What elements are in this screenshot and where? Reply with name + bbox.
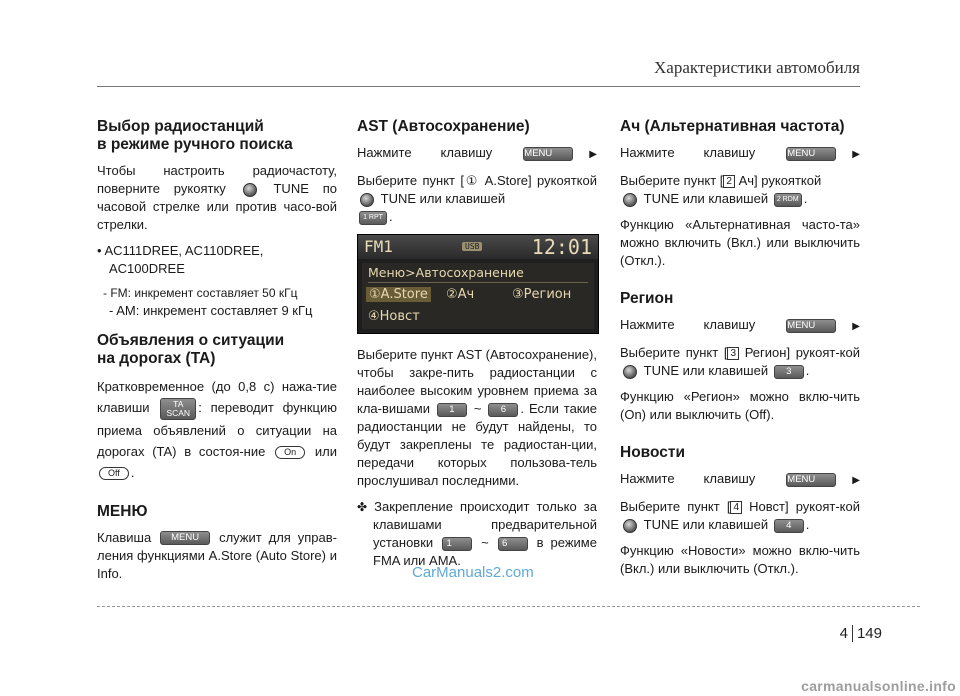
af-select: Выберите пункт [ 2 Ач] рукояткой TUNE или клавишей 2 RDM . — [620, 173, 822, 206]
on-button[interactable]: On — [275, 446, 305, 459]
item-4-icon: 4 — [730, 501, 742, 514]
header-title: Характеристики автомобиля — [654, 58, 860, 77]
ast-press: Нажмите клавишу MENU ▶ — [357, 144, 597, 164]
am-step: - AM: инкремент составляет 9 кГц — [109, 303, 313, 318]
display-status-bar — [358, 235, 598, 259]
page-number: 4 149 — [839, 625, 882, 642]
region-press: Нажмите клавишу MENU ▶ — [620, 316, 860, 336]
display-option-astore[interactable]: ①A.Store — [366, 287, 431, 302]
radio-display — [357, 234, 599, 334]
heading-ta: Объявления о ситуации на дорогах (TA) — [97, 332, 285, 367]
ast-select: Выберите пункт [① A.Store] рукояткой TUNE или клавишей 1 RPT . — [357, 173, 597, 224]
tune-knob-icon — [243, 183, 257, 197]
tune-knob-icon — [360, 193, 374, 207]
menu-button[interactable]: MENU — [160, 531, 210, 545]
heading-ast: AST (Автосохранение) — [357, 118, 530, 135]
ta-scan-button[interactable]: TA SCAN — [160, 398, 196, 420]
note-icon: ✤ — [357, 500, 368, 514]
arrow-right-icon: ▶ — [852, 475, 860, 486]
arrow-right-icon: ▶ — [852, 321, 860, 332]
column-2 — [357, 118, 597, 578]
heading-region: Регион — [620, 290, 674, 307]
arrow-right-icon: ▶ — [589, 149, 597, 160]
menu-button[interactable]: MENU — [786, 319, 836, 333]
off-button[interactable]: Off — [99, 467, 129, 480]
tune-knob-icon — [623, 519, 637, 533]
display-clock: 12:01 — [531, 235, 592, 259]
heading-news: Новости — [620, 444, 685, 461]
region-description: Функцию «Регион» можно вклю-чить (On) или выключить (Off). — [620, 389, 860, 422]
tune-knob-icon — [623, 365, 637, 379]
arrow-right-icon: ▶ — [852, 149, 860, 160]
preset-1-button[interactable]: 1 — [442, 537, 472, 551]
fm-step: - FM: инкремент составляет 50 кГц — [103, 286, 298, 300]
preset-6-button[interactable]: 6 — [488, 403, 518, 417]
display-band: FM1 — [364, 237, 393, 256]
af-press: Нажмите клавишу MENU ▶ — [620, 144, 860, 164]
heading-af: Ач (Альтернативная частота) — [620, 118, 845, 135]
bottom-divider — [97, 606, 920, 607]
news-select: Выберите пункт [ 4 Новст] рукоят-кой TUNE или клавишей 4 . — [620, 499, 860, 532]
paragraph-tune: Чтобы настроить радиочастоту, поверните рукоятку TUNE по часовой стрелке или против часо-вой стрелки. — [97, 163, 337, 232]
heading-menu: МЕНЮ — [97, 502, 148, 520]
ast-note: ✤ Закрепление происходит только за клавишами предварительной установки 1 ~ 6 в режиме FMA или AMA. — [357, 499, 597, 568]
preset-1-button[interactable]: 1 — [437, 403, 467, 417]
menu-button[interactable]: MENU — [523, 147, 573, 161]
footer-watermark[interactable]: carmanualsonline.info — [801, 678, 956, 694]
menu-button[interactable]: MENU — [786, 473, 836, 487]
column-3 — [620, 118, 860, 586]
display-usb-badge: USB — [462, 242, 482, 251]
display-menu — [362, 263, 594, 329]
preset-4-button[interactable]: 4 — [774, 519, 804, 533]
tune-knob-icon — [623, 193, 637, 207]
paragraph-menu: Клавиша MENU служит для управ-ления функциями A.Store (Auto Store) и Info. — [97, 529, 337, 581]
watermark-link[interactable]: CarManuals2.com — [412, 564, 534, 581]
heading-manual-search: Выбор радиостанций в режиме ручного поиска — [97, 118, 293, 153]
model-list: • AC111DREE, AC110DREE, AC100DREE — [97, 243, 264, 276]
display-option-news[interactable]: ④Новст — [368, 309, 420, 324]
preset-6-button[interactable]: 6 — [498, 537, 528, 551]
display-option-region[interactable]: ③Регион — [512, 287, 572, 302]
af-description: Функцию «Альтернативная часто-та» можно включить (Вкл.) или выключить (Откл.). — [620, 217, 860, 268]
column-1 — [97, 118, 337, 591]
item-2-icon: 2 — [723, 175, 735, 188]
top-divider — [97, 86, 860, 87]
rdm-button[interactable]: 2 RDM — [774, 193, 802, 207]
news-description: Функцию «Новости» можно вклю-чить (Вкл.) или выключить (Откл.). — [620, 543, 860, 576]
news-press: Нажмите клавишу MENU ▶ — [620, 470, 860, 490]
preset-3-button[interactable]: 3 — [774, 365, 804, 379]
display-breadcrumb: Меню>Автосохранение — [368, 265, 588, 283]
menu-button[interactable]: MENU — [786, 147, 836, 161]
region-select: Выберите пункт [ 3 Регион] рукоят-кой TUNE или клавишей 3 . — [620, 345, 860, 378]
item-3-icon: 3 — [727, 347, 739, 360]
paragraph-ta: Кратковременное (до 0,8 с) нажа-тие клавиши TA SCAN : переводит функцию приема объявлений о ситуации на дорогах (TA) в состоя-ние On или Off . — [97, 379, 337, 480]
ast-description: Выберите пункт AST (Автосохранение), чтобы закре-пить радиостанции с наиболее высоким уровнем приема за кла-вишами 1 ~ 6 . Если такие радиостанции не будут найдены, то будут закреплены те радиостан-ции, передачи которых пользова-тель прослушивал последними. — [357, 347, 597, 488]
display-option-af[interactable]: ②Ач — [446, 287, 475, 302]
rpt-button[interactable]: 1 RPT — [359, 211, 387, 225]
